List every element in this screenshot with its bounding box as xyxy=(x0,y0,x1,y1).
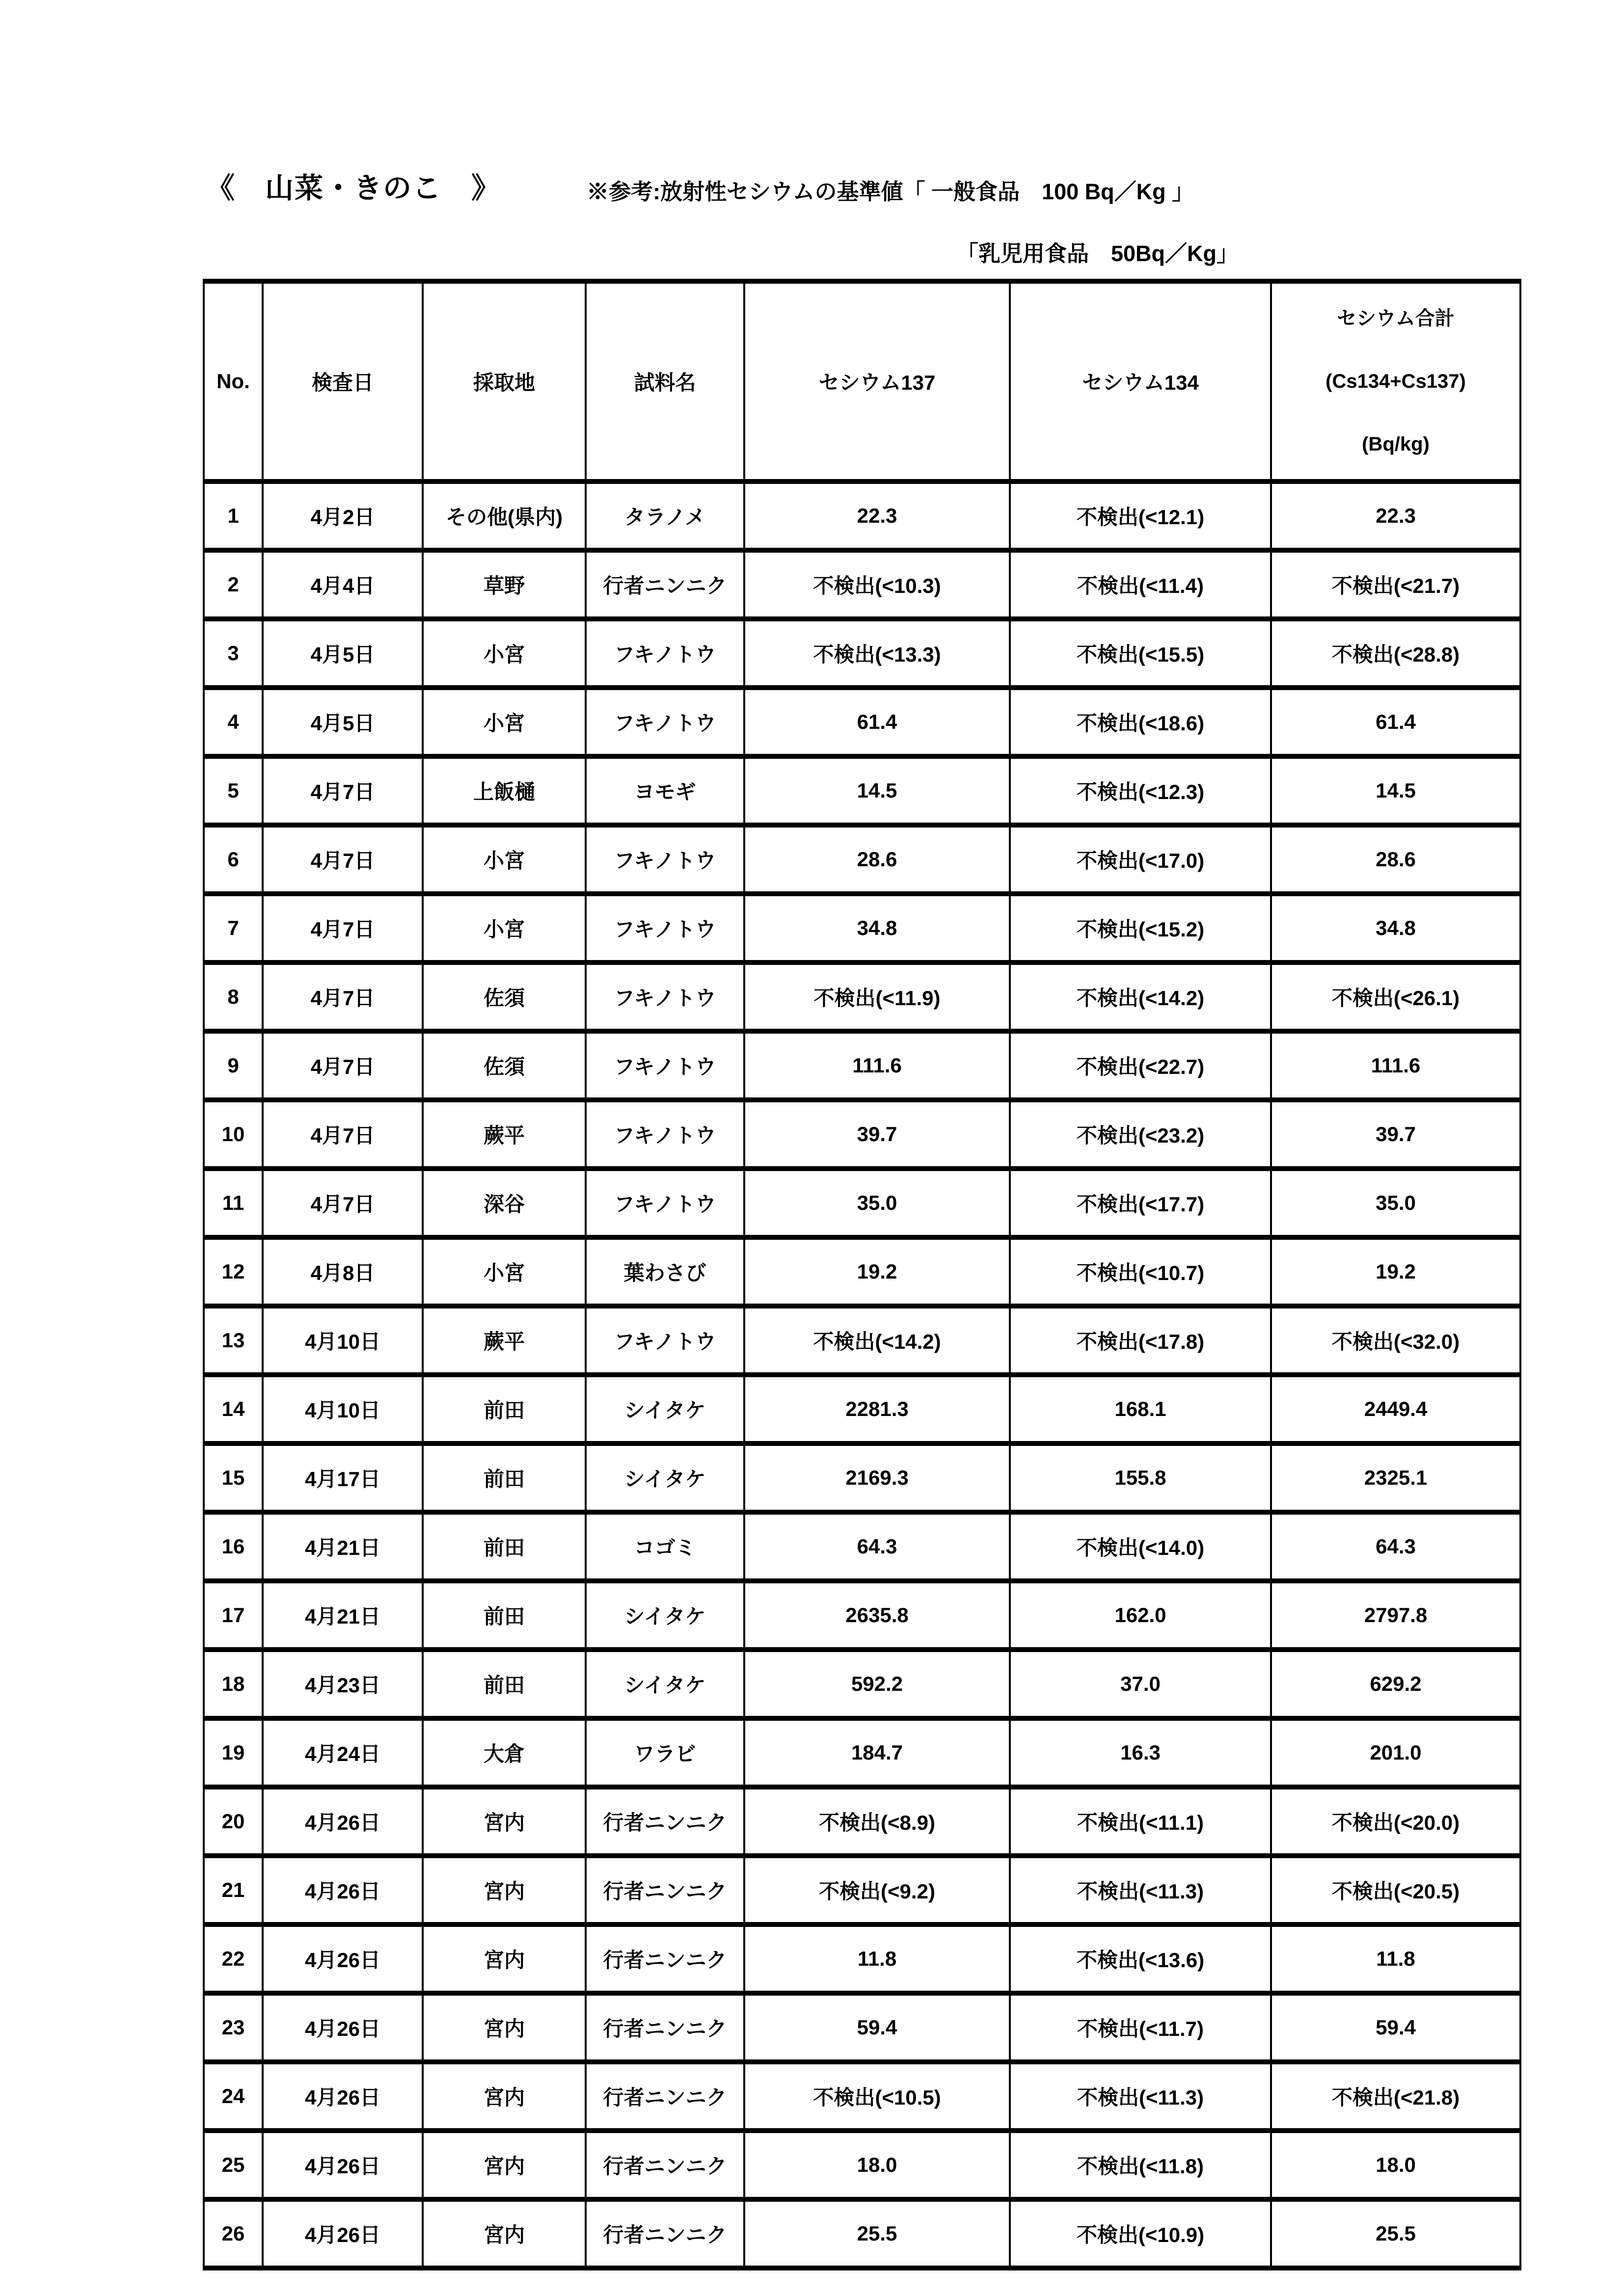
inspection-results-table xyxy=(203,279,1521,2270)
cell-location: 小宮 xyxy=(423,619,586,688)
table-row xyxy=(204,1787,1520,1856)
cell-date: 4月26日 xyxy=(263,1924,423,1993)
cs-total-title: セシウム合計 xyxy=(1337,308,1455,329)
cell-cs134: 不検出(<14.0) xyxy=(1010,1512,1271,1581)
cell-location: 宮内 xyxy=(423,1993,586,2062)
cell-total: 201.0 xyxy=(1271,1718,1520,1787)
cell-sample: フキノトウ xyxy=(586,1031,744,1100)
cell-location: 佐須 xyxy=(423,962,586,1031)
reference-note-general-food: ※参考:放射性セシウムの基準値「 一般食品 100 Bq／Kg 」 xyxy=(587,179,1194,204)
cell-cs134: 不検出(<10.7) xyxy=(1010,1237,1271,1306)
cell-no: 25 xyxy=(204,2131,263,2199)
cell-no: 10 xyxy=(204,1100,263,1169)
table-row xyxy=(204,1031,1520,1100)
cell-cs137: 592.2 xyxy=(744,1650,1010,1718)
cell-cs137: 2635.8 xyxy=(744,1581,1010,1650)
cell-cs137: 34.8 xyxy=(744,894,1010,962)
cell-cs134: 不検出(<11.8) xyxy=(1010,2131,1271,2199)
cell-date: 4月2日 xyxy=(263,481,423,550)
cell-sample: タラノメ xyxy=(586,481,744,550)
cell-no: 23 xyxy=(204,1993,263,2062)
table-row xyxy=(204,688,1520,756)
table-row xyxy=(204,1993,1520,2062)
cell-total: 39.7 xyxy=(1271,1100,1520,1169)
cell-date: 4月7日 xyxy=(263,894,423,962)
cell-total: 61.4 xyxy=(1271,688,1520,756)
cell-date: 4月26日 xyxy=(263,1993,423,2062)
cell-cs134: 162.0 xyxy=(1010,1581,1271,1650)
table-row xyxy=(204,2199,1520,2268)
cell-cs134: 不検出(<13.6) xyxy=(1010,1924,1271,1993)
cell-cs134: 不検出(<12.3) xyxy=(1010,756,1271,825)
cell-date: 4月26日 xyxy=(263,1787,423,1856)
cell-cs137: 28.6 xyxy=(744,825,1010,894)
cell-cs137: 11.8 xyxy=(744,1924,1010,1993)
cell-location: 小宮 xyxy=(423,894,586,962)
col-header-no: No. xyxy=(204,281,263,481)
cell-sample: シイタケ xyxy=(586,1375,744,1443)
cell-location: その他(県内) xyxy=(423,481,586,550)
cell-no: 11 xyxy=(204,1169,263,1237)
cell-cs134: 不検出(<11.4) xyxy=(1010,550,1271,619)
cell-cs137: 25.5 xyxy=(744,2199,1010,2268)
table-row xyxy=(204,756,1520,825)
cell-sample: シイタケ xyxy=(586,1650,744,1718)
cs-total-formula: (Cs134+Cs137) xyxy=(1325,371,1466,392)
cell-no: 15 xyxy=(204,1443,263,1512)
cell-sample: フキノトウ xyxy=(586,688,744,756)
table-row xyxy=(204,962,1520,1031)
cell-location: 宮内 xyxy=(423,2199,586,2268)
cell-total: 59.4 xyxy=(1271,1993,1520,2062)
table-row xyxy=(204,1650,1520,1718)
cell-total: 18.0 xyxy=(1271,2131,1520,2199)
table-row xyxy=(204,2062,1520,2131)
cell-date: 4月26日 xyxy=(263,2199,423,2268)
cell-no: 13 xyxy=(204,1306,263,1375)
cell-cs134: 不検出(<23.2) xyxy=(1010,1100,1271,1169)
cell-cs134: 不検出(<17.8) xyxy=(1010,1306,1271,1375)
col-header-cs134: セシウム134 xyxy=(1010,281,1271,481)
reference-note-infant-food: 「乳児用食品 50Bq／Kg」 xyxy=(956,241,1239,266)
cell-location: 宮内 xyxy=(423,2062,586,2131)
cell-sample: 葉わさび xyxy=(586,1237,744,1306)
cell-date: 4月24日 xyxy=(263,1718,423,1787)
cell-location: 宮内 xyxy=(423,1924,586,1993)
cell-cs137: 不検出(<13.3) xyxy=(744,619,1010,688)
cell-total: 2325.1 xyxy=(1271,1443,1520,1512)
cell-no: 26 xyxy=(204,2199,263,2268)
cell-location: 前田 xyxy=(423,1512,586,1581)
cell-cs137: 22.3 xyxy=(744,481,1010,550)
cell-total: 11.8 xyxy=(1271,1924,1520,1993)
cell-location: 蕨平 xyxy=(423,1306,586,1375)
cell-no: 21 xyxy=(204,1856,263,1924)
table-row xyxy=(204,1856,1520,1924)
cell-location: 蕨平 xyxy=(423,1100,586,1169)
cell-cs137: 64.3 xyxy=(744,1512,1010,1581)
col-header-date: 検査日 xyxy=(263,281,423,481)
cell-total: 111.6 xyxy=(1271,1031,1520,1100)
cell-cs137: 2169.3 xyxy=(744,1443,1010,1512)
cell-date: 4月10日 xyxy=(263,1375,423,1443)
cell-date: 4月7日 xyxy=(263,825,423,894)
cell-date: 4月4日 xyxy=(263,550,423,619)
table-row xyxy=(204,1375,1520,1443)
cell-cs137: 不検出(<10.3) xyxy=(744,550,1010,619)
cell-date: 4月26日 xyxy=(263,2062,423,2131)
cell-cs134: 不検出(<22.7) xyxy=(1010,1031,1271,1100)
cell-date: 4月23日 xyxy=(263,1650,423,1718)
cell-no: 19 xyxy=(204,1718,263,1787)
cell-location: 宮内 xyxy=(423,1787,586,1856)
cell-cs137: 2281.3 xyxy=(744,1375,1010,1443)
cell-cs137: 184.7 xyxy=(744,1718,1010,1787)
cell-location: 深谷 xyxy=(423,1169,586,1237)
col-header-cs137: セシウム137 xyxy=(744,281,1010,481)
table-body xyxy=(204,481,1520,2268)
cell-date: 4月26日 xyxy=(263,2131,423,2199)
cell-sample: フキノトウ xyxy=(586,825,744,894)
cell-cs134: 37.0 xyxy=(1010,1650,1271,1718)
table-row xyxy=(204,1718,1520,1787)
cell-no: 20 xyxy=(204,1787,263,1856)
cell-total: 不検出(<20.5) xyxy=(1271,1856,1520,1924)
cell-sample: 行者ニンニク xyxy=(586,2199,744,2268)
cell-sample: フキノトウ xyxy=(586,619,744,688)
cell-date: 4月7日 xyxy=(263,1031,423,1100)
cell-sample: コゴミ xyxy=(586,1512,744,1581)
cell-date: 4月17日 xyxy=(263,1443,423,1512)
col-header-cs-total xyxy=(1271,281,1520,481)
cell-no: 4 xyxy=(204,688,263,756)
cell-date: 4月7日 xyxy=(263,962,423,1031)
cell-cs134: 不検出(<11.7) xyxy=(1010,1993,1271,2062)
cell-location: 前田 xyxy=(423,1581,586,1650)
cell-cs134: 不検出(<15.2) xyxy=(1010,894,1271,962)
cell-no: 1 xyxy=(204,481,263,550)
cell-sample: ワラビ xyxy=(586,1718,744,1787)
cell-total: 629.2 xyxy=(1271,1650,1520,1718)
cell-total: 34.8 xyxy=(1271,894,1520,962)
cell-date: 4月7日 xyxy=(263,1100,423,1169)
cell-sample: フキノトウ xyxy=(586,1169,744,1237)
cell-cs137: 19.2 xyxy=(744,1237,1010,1306)
cell-location: 草野 xyxy=(423,550,586,619)
table-row xyxy=(204,1512,1520,1581)
cell-no: 2 xyxy=(204,550,263,619)
cell-cs134: 不検出(<18.6) xyxy=(1010,688,1271,756)
cell-date: 4月5日 xyxy=(263,688,423,756)
cell-cs134: 不検出(<17.7) xyxy=(1010,1169,1271,1237)
cell-cs137: 14.5 xyxy=(744,756,1010,825)
cs-total-unit: (Bq/kg) xyxy=(1362,433,1430,455)
cell-cs134: 不検出(<10.9) xyxy=(1010,2199,1271,2268)
cell-total: 不検出(<32.0) xyxy=(1271,1306,1520,1375)
cell-total: 不検出(<28.8) xyxy=(1271,619,1520,688)
cell-no: 6 xyxy=(204,825,263,894)
cell-cs137: 59.4 xyxy=(744,1993,1010,2062)
cell-cs137: 不検出(<9.2) xyxy=(744,1856,1010,1924)
cell-no: 16 xyxy=(204,1512,263,1581)
cell-total: 25.5 xyxy=(1271,2199,1520,2268)
table-row xyxy=(204,481,1520,550)
cell-cs137: 不検出(<14.2) xyxy=(744,1306,1010,1375)
cell-date: 4月26日 xyxy=(263,1856,423,1924)
cell-cs134: 不検出(<14.2) xyxy=(1010,962,1271,1031)
cell-cs134: 16.3 xyxy=(1010,1718,1271,1787)
cell-date: 4月7日 xyxy=(263,756,423,825)
cell-cs137: 不検出(<10.5) xyxy=(744,2062,1010,2131)
table-row xyxy=(204,1237,1520,1306)
cell-no: 17 xyxy=(204,1581,263,1650)
cell-location: 小宮 xyxy=(423,1237,586,1306)
cell-no: 24 xyxy=(204,2062,263,2131)
cell-total: 64.3 xyxy=(1271,1512,1520,1581)
cell-sample: フキノトウ xyxy=(586,894,744,962)
cell-sample: 行者ニンニク xyxy=(586,1856,744,1924)
cell-total: 不検出(<26.1) xyxy=(1271,962,1520,1031)
cell-location: 小宮 xyxy=(423,825,586,894)
cell-no: 9 xyxy=(204,1031,263,1100)
cell-total: 2449.4 xyxy=(1271,1375,1520,1443)
col-header-location: 採取地 xyxy=(423,281,586,481)
cell-cs137: 111.6 xyxy=(744,1031,1010,1100)
cell-cs137: 不検出(<11.9) xyxy=(744,962,1010,1031)
cell-cs134: 不検出(<11.1) xyxy=(1010,1787,1271,1856)
cell-no: 5 xyxy=(204,756,263,825)
cell-total: 22.3 xyxy=(1271,481,1520,550)
cell-no: 22 xyxy=(204,1924,263,1993)
cell-total: 28.6 xyxy=(1271,825,1520,894)
cell-sample: 行者ニンニク xyxy=(586,550,744,619)
cell-sample: 行者ニンニク xyxy=(586,1787,744,1856)
cell-location: 大倉 xyxy=(423,1718,586,1787)
cell-total: 35.0 xyxy=(1271,1169,1520,1237)
cell-no: 8 xyxy=(204,962,263,1031)
cell-location: 宮内 xyxy=(423,2131,586,2199)
cell-total: 2797.8 xyxy=(1271,1581,1520,1650)
cell-location: 宮内 xyxy=(423,1856,586,1924)
cell-cs137: 不検出(<8.9) xyxy=(744,1787,1010,1856)
table-row xyxy=(204,550,1520,619)
table-row xyxy=(204,1443,1520,1512)
cell-sample: フキノトウ xyxy=(586,962,744,1031)
cell-no: 18 xyxy=(204,1650,263,1718)
table-header-row xyxy=(204,281,1520,481)
cell-cs134: 不検出(<15.5) xyxy=(1010,619,1271,688)
cell-date: 4月7日 xyxy=(263,1169,423,1237)
cell-total: 14.5 xyxy=(1271,756,1520,825)
cell-cs137: 35.0 xyxy=(744,1169,1010,1237)
cell-sample: 行者ニンニク xyxy=(586,1993,744,2062)
cell-location: 佐須 xyxy=(423,1031,586,1100)
page-title: 《 山菜・きのこ 》 xyxy=(206,172,501,204)
cell-sample: 行者ニンニク xyxy=(586,2062,744,2131)
cell-date: 4月8日 xyxy=(263,1237,423,1306)
cell-cs134: 不検出(<17.0) xyxy=(1010,825,1271,894)
cell-sample: ヨモギ xyxy=(586,756,744,825)
table-row xyxy=(204,619,1520,688)
cell-location: 上飯樋 xyxy=(423,756,586,825)
cell-location: 前田 xyxy=(423,1650,586,1718)
col-header-sample: 試料名 xyxy=(586,281,744,481)
cell-sample: フキノトウ xyxy=(586,1306,744,1375)
table-row xyxy=(204,1306,1520,1375)
cell-cs134: 168.1 xyxy=(1010,1375,1271,1443)
cell-cs134: 155.8 xyxy=(1010,1443,1271,1512)
cell-total: 不検出(<21.7) xyxy=(1271,550,1520,619)
cell-cs137: 39.7 xyxy=(744,1100,1010,1169)
cell-location: 前田 xyxy=(423,1443,586,1512)
cell-cs137: 18.0 xyxy=(744,2131,1010,2199)
table-row xyxy=(204,2131,1520,2199)
table-row xyxy=(204,1169,1520,1237)
cell-date: 4月21日 xyxy=(263,1581,423,1650)
cell-no: 12 xyxy=(204,1237,263,1306)
cell-total: 不検出(<20.0) xyxy=(1271,1787,1520,1856)
cell-date: 4月5日 xyxy=(263,619,423,688)
cell-sample: シイタケ xyxy=(586,1443,744,1512)
table-row xyxy=(204,1924,1520,1993)
cell-sample: フキノトウ xyxy=(586,1100,744,1169)
table-row xyxy=(204,825,1520,894)
cell-cs134: 不検出(<11.3) xyxy=(1010,1856,1271,1924)
cell-date: 4月21日 xyxy=(263,1512,423,1581)
table-row xyxy=(204,1581,1520,1650)
cell-no: 7 xyxy=(204,894,263,962)
table-row xyxy=(204,894,1520,962)
cell-cs137: 61.4 xyxy=(744,688,1010,756)
cell-no: 14 xyxy=(204,1375,263,1443)
cell-cs134: 不検出(<11.3) xyxy=(1010,2062,1271,2131)
cell-location: 前田 xyxy=(423,1375,586,1443)
cell-sample: 行者ニンニク xyxy=(586,2131,744,2199)
cell-date: 4月10日 xyxy=(263,1306,423,1375)
cell-cs134: 不検出(<12.1) xyxy=(1010,481,1271,550)
cell-sample: シイタケ xyxy=(586,1581,744,1650)
cell-total: 19.2 xyxy=(1271,1237,1520,1306)
cell-no: 3 xyxy=(204,619,263,688)
cell-sample: 行者ニンニク xyxy=(586,1924,744,1993)
cell-location: 小宮 xyxy=(423,688,586,756)
table-row xyxy=(204,1100,1520,1169)
cell-total: 不検出(<21.8) xyxy=(1271,2062,1520,2131)
